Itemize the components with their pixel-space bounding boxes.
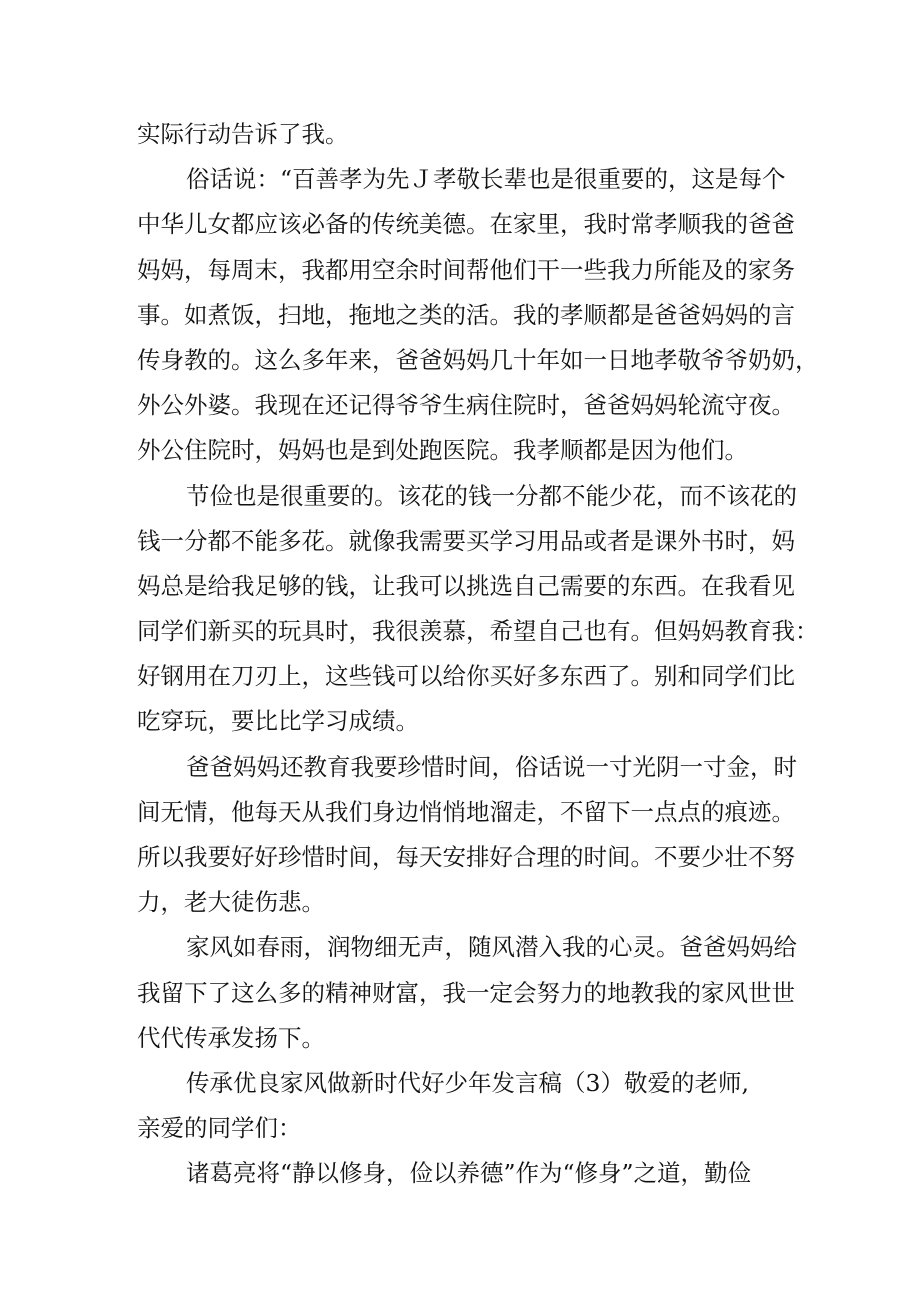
text-line: 亲爱的同学们： [137,1114,302,1143]
text-line: 同学们新买的玩具时，我很羡慕，希望自己也有。但妈妈教育我： [137,617,819,646]
text-line: 代代传承发扬下。 [137,1023,325,1052]
text-line: 俗话说：“百善孝为先Ｊ孝敬长辈也是很重要的，这是每个 [186,165,786,194]
text-line: 传承优良家风做新时代好少年发言稿（3）敬爱的老师, [186,1068,749,1097]
text-line: 外公外婆。我现在还记得爷爷生病住院时，爸爸妈妈轮流守夜。 [137,391,795,420]
text-line: 吃穿玩，要比比学习成绩。 [137,707,419,736]
text-line: 我留下了这么多的精神财富，我一定会努力的地教我的家风世世 [137,978,795,1007]
text-line: 传身教的。这么多年来，爸爸妈妈几十年如一日地孝敬爷爷奶奶， [137,345,819,374]
text-line: 妈总是给我足够的钱，让我可以挑选自己需要的东西。在我看见 [137,571,795,600]
document-body [137,112,819,1197]
text-line: 外公住院时，妈妈也是到处跑医院。我孝顺都是因为他们。 [137,436,748,465]
text-line: 爸爸妈妈还教育我要珍惜时间，俗话说一寸光阴一寸金，时 [186,752,797,781]
text-line: 力，老大徒伤悲。 [137,888,325,917]
text-line: 事。如煮饭，扫地，拖地之类的活。我的孝顺都是爸爸妈妈的言 [137,300,795,329]
text-line: 中华儿女都应该必备的传统美德。在家里，我时常孝顺我的爸爸 [137,210,795,239]
text-line: 家风如春雨，润物细无声，随风潜入我的心灵。爸爸妈妈给 [186,933,797,962]
text-line: 钱一分都不能多花。就像我需要买学习用品或者是课外书时，妈 [137,526,795,555]
text-line: 实际行动告诉了我。 [137,120,349,148]
text-line: 所以我要好好珍惜时间，每天安排好合理的时间。不要少壮不努 [137,843,795,871]
text-line: 节俭也是很重要的。该花的钱一分都不能少花，而不该花的 [186,481,797,510]
text-line: 妈妈，每周末，我都用空余时间帮他们干一些我力所能及的家务 [137,255,795,284]
text-line: 间无情，他每天从我们身边悄悄地溜走，不留下一点点的痕迹。 [137,797,795,826]
text-line: 好钢用在刀刃上，这些钱可以给你买好多东西了。别和同学们比 [137,662,795,691]
text-line: 诸葛亮将“静以修身，俭以养德”作为“修身”之道，勤俭 [186,1159,752,1188]
